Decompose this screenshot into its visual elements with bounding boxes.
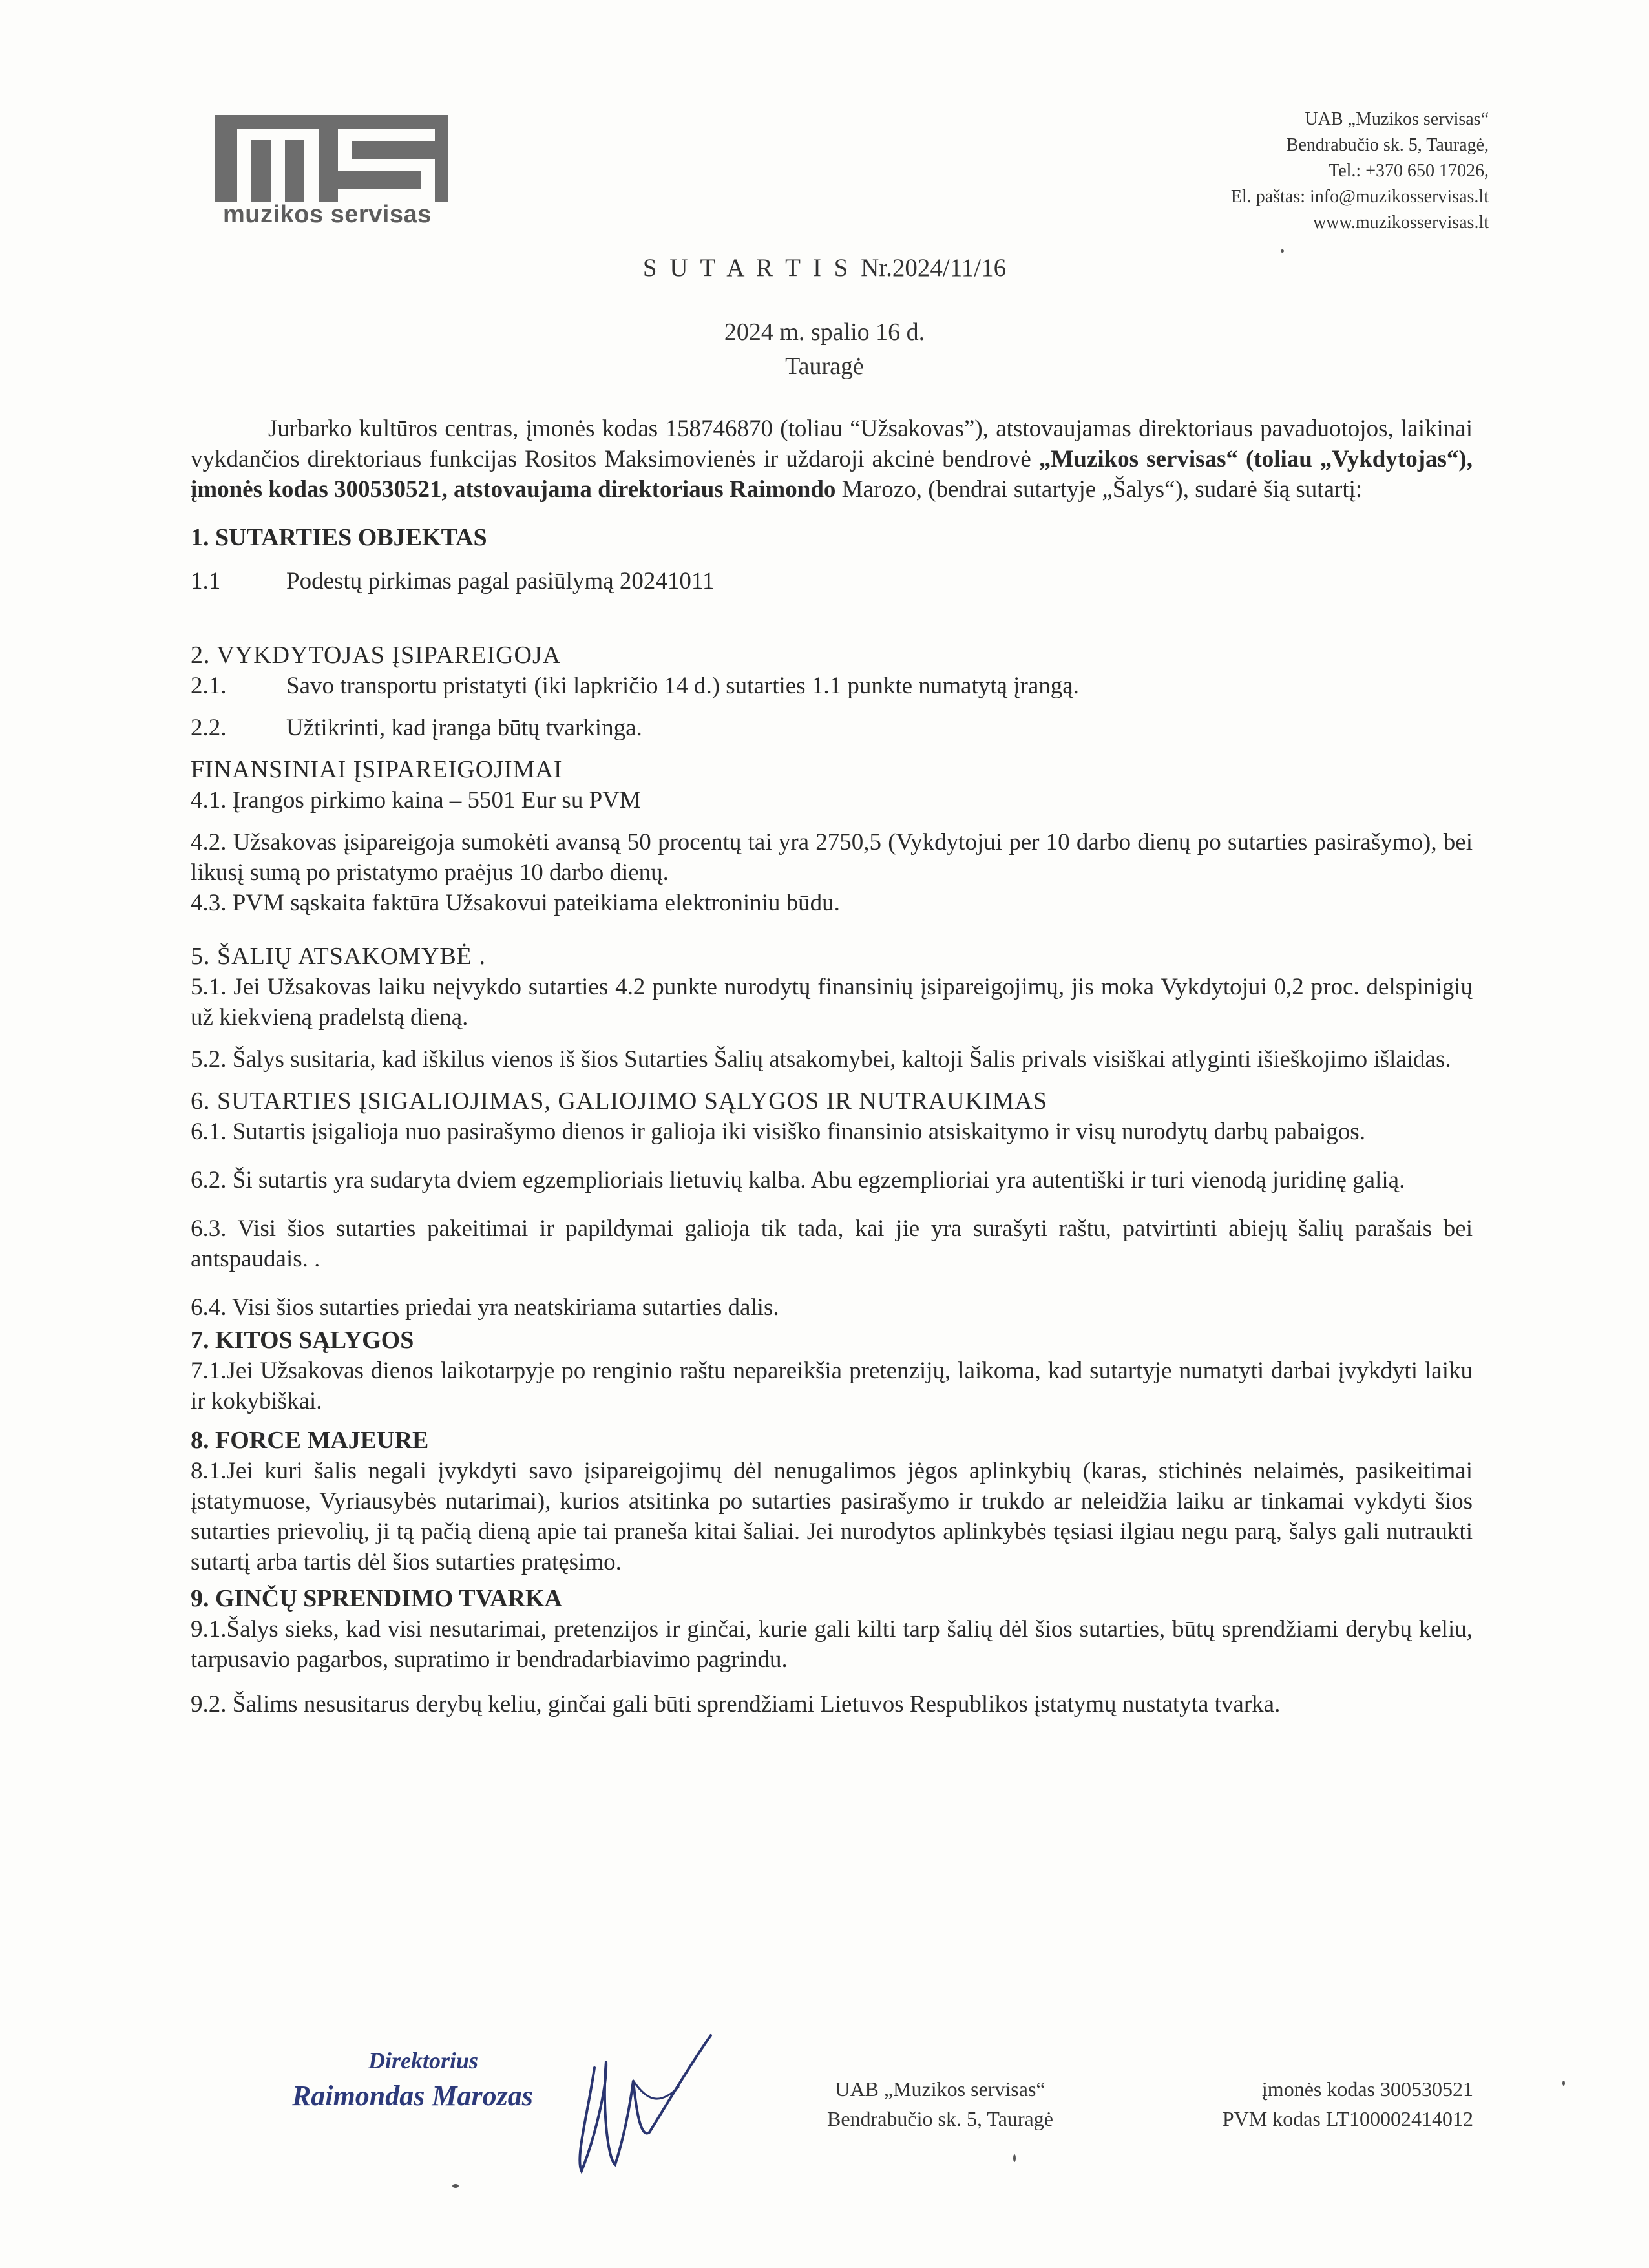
section-item [191,566,1473,596]
item-number: 2.1. [191,673,227,699]
handwritten-signature [569,2010,724,2197]
scan-speck [1562,2081,1565,2086]
item-text: Podestų pirkimas pagal pasiūlymą 20241011 [286,568,715,594]
section-heading-6: 6. SUTARTIES ĮSIGALIOJIMAS, GALIOJIMO SĄLYGOS IR NUTRAUKIMAS [191,1087,1048,1115]
signer-name: Raimondas Marozas [292,2080,533,2112]
company-contact-block [998,107,1489,236]
item-text: Savo transportu pristatyti (iki lapkričio 14 d.) sutarties 1.1 punkte numatytą įrangą. [286,673,1079,699]
company-website: www.muzikosservisas.lt [1313,213,1489,233]
section-item: 7.1.Jei Užsakovas dienos laikotarpyje po renginio raštu nepareikšia pretenzijų, laikoma, kad sutartyje numatyti darbai įvykdyti laiku ir kokybiškai. [191,1358,1473,1414]
section-item: 6.1. Sutartis įsigalioja nuo pasirašymo dienos ir galioja iki visiško finansinio atsiskaitymo ir visų nurodytų darbų pabaigos. [191,1118,1365,1145]
company-phone: Tel.: +370 650 17026, [1329,161,1489,181]
contract-city: Tauragė [785,353,864,380]
contract-date: 2024 m. spalio 16 d. [724,319,925,346]
section-item: 6.2. Ši sutartis yra sudaryta dviem egzemplioriais lietuvių kalba. Abu egzemplioriai yra autentiški ir turi vienodą juridinę galią. [191,1167,1405,1193]
section-item: 9.2. Šalims nesusitarus derybų keliu, ginčai gali būti sprendžiami Lietuvos Respublikos įstatymų nustatyta tvarka. [191,1691,1281,1717]
section-heading-8: 8. FORCE MAJEURE [191,1427,429,1454]
section-item: 4.2. Užsakovas įsipareigoja sumokėti avansą 50 procentų tai yra 2750,5 (Vykdytojui per 10 darbo dienų po sutarties pasirašymo), bei likusį sumą po pristatymo praėjus 10 darbo dienų. [191,829,1473,886]
item-number: 2.2. [191,715,227,741]
section-item: 9.1.Šalys sieks, kad visi nesutarimai, pretenzijos ir ginčai, kurie gali kilti tarp šalių dėl šios sutarties, būtų sprendžiami derybų keliu, tarpusavio pagarbos, supratimo ir bendradarbiavimo pagrindu. [191,1616,1473,1673]
footer-company-name: UAB „Muzikos servisas“ [835,2077,1045,2101]
section-heading-1: 1. SUTARTIES OBJEKTAS [191,524,487,551]
footer-address [827,2074,1053,2134]
section-item: 8.1.Jei kuri šalis negali įvykdyti savo įsipareigojimų dėl nenugalimos jėgos aplinkybių (karas, stichinės nelaimės, pasikeitimai įstatymuose, Vyriausybės nutarimai), kurios atsitinka po sutarties pasirašymo ir trukdo ar neleidžia laiku ar tinkamai vykdyti šios sutarties prievolių, ji tą pačią dieną apie tai praneša kitai šaliai. Jei nurodytos aplinkybės tęsiasi ilgiau negu parą, šalys gali nutraukti sutartį arba tartis dėl šios sutarties pratęsimo. [191,1458,1473,1575]
contract-title-word: S U T A R T I S [642,254,852,282]
section-item: 5.2. Šalys susitaria, kad iškilus vienos iš šios Sutarties Šalių atsakomybei, kaltoji Šalis privals visiškai atlyginti išieškojimo išlaidas. [191,1046,1451,1073]
section-heading-9: 9. GINČŲ SPRENDIMO TVARKA [191,1585,562,1612]
contract-title [0,253,1649,282]
footer-codes [1189,2074,1473,2134]
section-item: 4.3. PVM sąskaita faktūra Užsakovui pateikiama elektroniniu būdu. [191,890,840,916]
scan-speck [452,2184,459,2188]
section-heading-7: 7. KITOS SĄLYGOS [191,1327,414,1354]
contract-body [191,414,1473,1719]
contract-number: Nr.2024/11/16 [861,254,1007,282]
section-item: 4.1. Įrangos pirkimo kaina – 5501 Eur su PVM [191,787,641,814]
section-heading-2: 2. VYKDYTOJAS ĮSIPAREIGOJA [191,642,562,669]
scan-speck [1013,2154,1016,2162]
intro-text-2: Marozo, (bendrai sutartyje „Šalys“), sudarė šią sutartį: [835,476,1363,503]
section-heading-5: 5. ŠALIŲ ATSAKOMYBĖ . [191,943,486,970]
section-heading-4: FINANSINIAI ĮSIPAREIGOJIMAI [191,756,563,783]
company-email: El. paštas: info@muzikosservisas.lt [1230,187,1489,207]
company-logo [215,115,448,231]
footer-company-code: įmonės kodas 300530521 [1261,2077,1473,2101]
intro-text-bold: „Muzikos servisas“ (toliau „Vykdytojas“), įmonės kodas 300530521, atstovaujama direktoriaus Raimondo [191,446,1473,503]
signer-title: Direktorius [368,2048,479,2074]
ms-logo-mark [215,115,448,202]
intro-text-1: Jurbarko kultūros centras, įmonės kodas 158746870 (toliau “Užsakovas”), atstovaujamas direktoriaus pavaduotojos, laikinai vykdančios direktoriaus funkcijas Rositos Maksimovienės ir uždaroji akcinė bendrovė [191,415,1473,472]
footer-company-street: Bendrabučio sk. 5, Tauragė [827,2107,1053,2130]
item-text: Užtikrinti, kad įranga būtų tvarkinga. [286,715,642,741]
footer-vat-code: PVM kodas LT100002414012 [1222,2107,1473,2130]
logo-subtitle: muzikos servisas [223,201,432,228]
section-item: 6.4. Visi šios sutarties priedai yra neatskiriama sutarties dalis. [191,1294,779,1321]
section-item [191,713,1473,743]
intro-paragraph [191,414,1473,505]
section-item: 5.1. Jei Užsakovas laiku neįvykdo sutarties 4.2 punkte nurodytų finansinių įsipareigojimų, jis moka Vykdytojui 0,2 proc. delspinigių už kiekvieną pradelstą dieną. [191,974,1473,1031]
company-name: UAB „Muzikos servisas“ [1305,109,1489,129]
section-item [191,671,1473,701]
item-number: 1.1 [191,568,221,594]
section-item: 6.3. Visi šios sutarties pakeitimai ir papildymai galioja tik tada, kai jie yra surašyti raštu, patvirtinti abiejų šalių parašais bei antspaudais. . [191,1215,1473,1272]
scan-speck [1281,249,1284,253]
company-address: Bendrabučio sk. 5, Tauragė, [1286,135,1489,155]
